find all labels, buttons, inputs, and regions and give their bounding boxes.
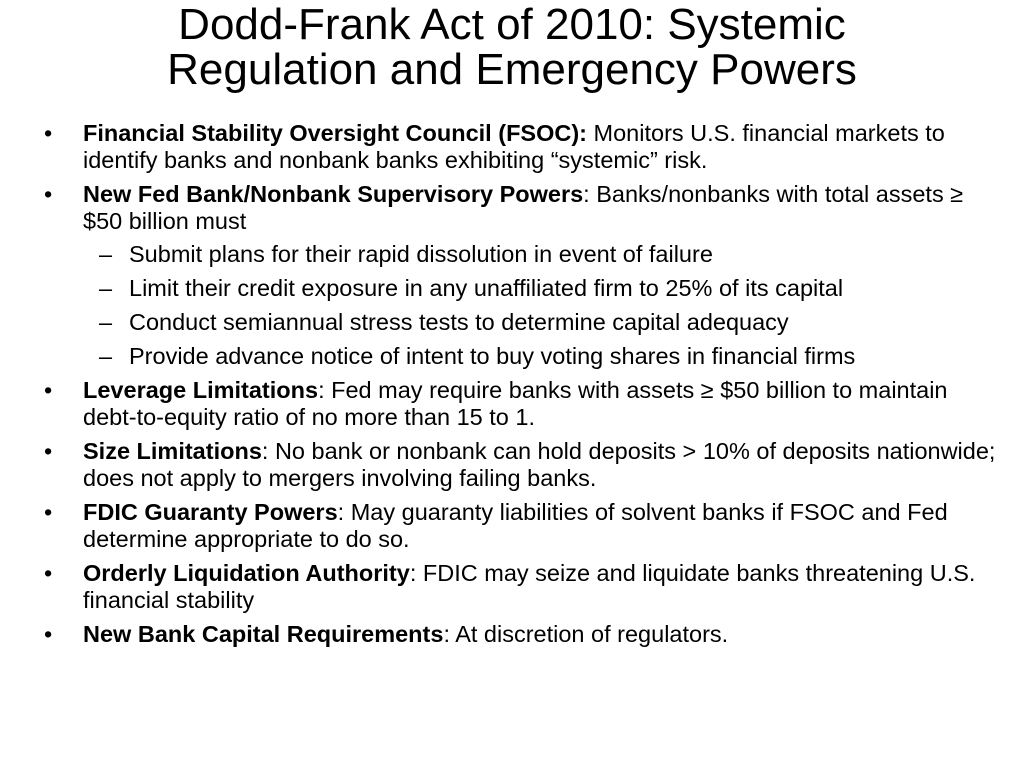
bullet-text: : FDIC may seize and liquidate banks threatening U.S. financial stability: [83, 560, 976, 613]
bullet-fdic-guaranty-powers: [40, 499, 1000, 553]
sub-bullet-list: [83, 241, 1000, 370]
bullet-leverage-limitations: [40, 377, 1000, 431]
sub-bullet-advance-notice: [83, 343, 1000, 370]
bullet-icon: •: [44, 560, 53, 586]
sub-bullet-stress-tests: [83, 309, 1000, 336]
dash-icon: –: [99, 275, 113, 301]
slide-title-line-1: Dodd-Frank Act of 2010: Systemic: [178, 0, 846, 49]
sub-bullet-text: Conduct semiannual stress tests to determine capital adequacy: [129, 309, 789, 335]
sub-bullet-text: Provide advance notice of intent to buy voting shares in financial firms: [129, 343, 856, 369]
dash-icon: –: [99, 241, 113, 267]
dash-icon: –: [99, 309, 113, 335]
bullet-orderly-liquidation-authority: [40, 560, 1000, 614]
bullet-supervisory-powers: [40, 181, 1000, 370]
sub-bullet-text: Submit plans for their rapid dissolution in event of failure: [129, 241, 713, 267]
bullet-fsoc: [40, 120, 1000, 174]
bullet-term: Size Limitations: [83, 438, 262, 464]
bullet-capital-requirements: [40, 621, 1000, 648]
dash-icon: –: [99, 343, 113, 369]
sub-bullet-text: Limit their credit exposure in any unaffiliated firm to 25% of its capital: [129, 275, 844, 301]
slide-title: [60, 2, 964, 92]
bullet-icon: •: [44, 377, 53, 403]
bullet-list: [40, 120, 1000, 655]
slide-title-line-2: Regulation and Emergency Powers: [167, 45, 857, 94]
bullet-text: Monitors U.S. financial markets to identify banks and nonbank banks exhibiting “systemic” risk.: [83, 120, 945, 173]
bullet-icon: •: [44, 621, 53, 647]
bullet-term: New Bank Capital Requirements: [83, 621, 444, 647]
bullet-text: : May guaranty liabilities of solvent banks if FSOC and Fed determine appropriate to do so.: [83, 499, 948, 552]
bullet-icon: •: [44, 438, 53, 464]
sub-bullet-credit-exposure: [83, 275, 1000, 302]
bullet-text: : Fed may require banks with assets ≥ $50 billion to maintain debt-to-equity ratio of no more than 15 to 1.: [83, 377, 948, 430]
bullet-term: FDIC Guaranty Powers: [83, 499, 338, 525]
bullet-icon: •: [44, 181, 53, 207]
bullet-term: Financial Stability Oversight Council (FSOC):: [83, 120, 587, 146]
bullet-term: Orderly Liquidation Authority: [83, 560, 410, 586]
sub-bullet-dissolution-plans: [83, 241, 1000, 268]
bullet-text: : At discretion of regulators.: [443, 621, 729, 647]
bullet-term: Leverage Limitations: [83, 377, 319, 403]
bullet-icon: •: [44, 499, 53, 525]
bullet-term: New Fed Bank/Nonbank Supervisory Powers: [83, 181, 584, 207]
bullet-text: : No bank or nonbank can hold deposits > 10% of deposits nationwide; does not apply to mergers involving failing banks.: [83, 438, 996, 491]
bullet-size-limitations: [40, 438, 1000, 492]
bullet-text: : Banks/nonbanks with total assets ≥ $50 billion must: [83, 181, 964, 234]
bullet-icon: •: [44, 120, 53, 146]
